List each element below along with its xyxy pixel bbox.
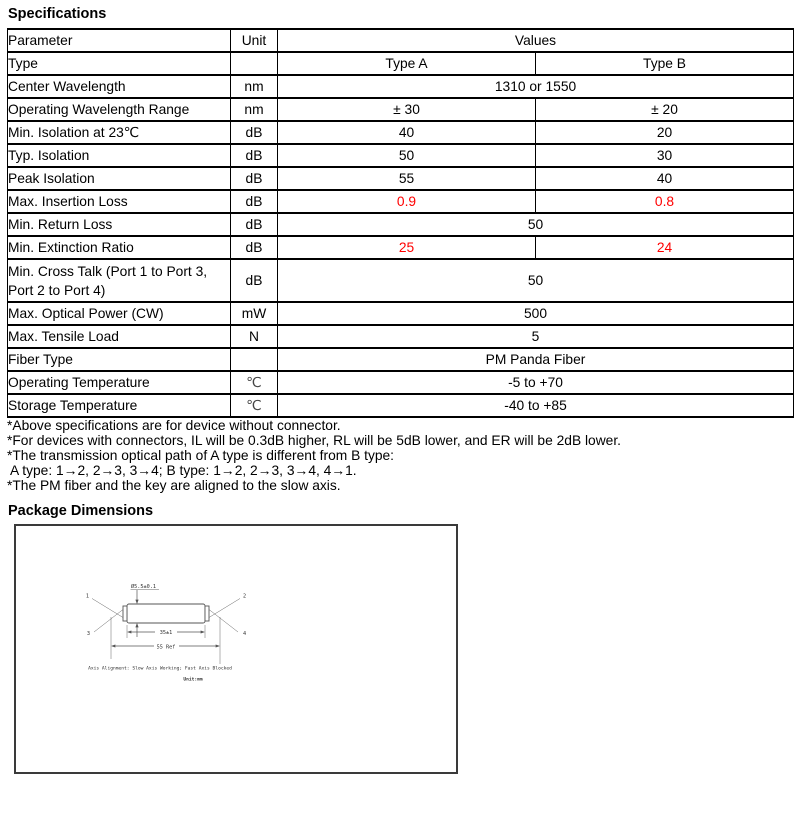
value-b-cell-red: 0.8 (536, 190, 794, 213)
param-cell: Operating Temperature (8, 371, 231, 394)
row-max-optical-power (8, 302, 794, 325)
value-b-cell: ± 20 (536, 98, 794, 121)
param-line-2: Port 2 to Port 4) (8, 282, 106, 298)
value-cell: PM Panda Fiber (278, 348, 794, 371)
value-cell: 1310 or 1550 (278, 75, 794, 98)
port-2-label: 2 (243, 593, 247, 600)
fiber-line-left-upper (92, 599, 123, 618)
cylinder-body (127, 604, 205, 623)
unit-cell: nm (231, 75, 278, 98)
footnote-no-connector: *Above specifications are for device without connector. (7, 418, 341, 433)
param-cell: Center Wavelength (8, 75, 231, 98)
value-a-cell: ± 30 (278, 98, 536, 121)
unit-cell: dB (231, 259, 278, 302)
param-cell: Operating Wavelength Range (8, 98, 231, 121)
value-cell: -5 to +70 (278, 371, 794, 394)
unit-cell: dB (231, 236, 278, 259)
row-max-insertion-loss (8, 190, 794, 213)
specifications-heading: Specifications (8, 6, 107, 22)
header-values: Values (278, 29, 794, 52)
row-center-wavelength (8, 75, 794, 98)
row-operating-temperature (8, 371, 794, 394)
row-max-tensile-load (8, 325, 794, 348)
value-b-cell: 40 (536, 167, 794, 190)
port-1-label: 1 (85, 593, 89, 600)
cylinder-cap-left (123, 606, 127, 621)
type-a-label: Type A (278, 52, 536, 75)
param-cell: Min. Extinction Ratio (8, 236, 231, 259)
row-type (8, 52, 794, 75)
axis-alignment-note: Axis Alignment: Slow Axis Working; Fast Axis Blocked (88, 666, 232, 672)
param-cell: Min. Isolation at 23℃ (8, 121, 231, 144)
type-b-label: Type B (536, 52, 794, 75)
param-cell: Max. Insertion Loss (8, 190, 231, 213)
row-min-extinction-ratio (8, 236, 794, 259)
cylinder-cap-right (205, 606, 209, 621)
package-drawing-svg (16, 526, 456, 772)
fiber-line-left-lower (94, 610, 123, 633)
unit-cell: dB (231, 121, 278, 144)
port-4-label: 4 (243, 631, 247, 637)
fiber-line-right-upper (209, 599, 240, 618)
body-length-label: 35±1 (159, 630, 173, 636)
param-cell: Typ. Isolation (8, 144, 231, 167)
value-a-cell: 50 (278, 144, 536, 167)
diameter-arrow-down (135, 600, 138, 604)
value-a-cell-red: 0.9 (278, 190, 536, 213)
row-min-isolation (8, 121, 794, 144)
package-dimensions-drawing (14, 524, 458, 774)
total-length-label: 55 Ref (156, 644, 176, 651)
param-cell: Peak Isolation (8, 167, 231, 190)
unit-cell: dB (231, 144, 278, 167)
footnotes (7, 418, 793, 493)
row-storage-temperature (8, 394, 794, 417)
row-fiber-type (8, 348, 794, 371)
header-parameter: Parameter (8, 29, 231, 52)
unit-cell: nm (231, 98, 278, 121)
row-min-return-loss (8, 213, 794, 236)
param-cell: Type (8, 52, 231, 75)
package-dimensions-heading: Package Dimensions (8, 503, 154, 519)
unit-cell: dB (231, 213, 278, 236)
header-unit: Unit (231, 29, 278, 52)
footnote-optical-path: *The transmission optical path of A type is different from B type: (7, 448, 395, 463)
param-cell: Max. Optical Power (CW) (8, 302, 231, 325)
value-cell: 50 (278, 213, 794, 236)
port-3-label: 3 (86, 631, 90, 637)
value-cell: 5 (278, 325, 794, 348)
param-cell: Storage Temperature (8, 394, 231, 417)
value-a-cell: 40 (278, 121, 536, 144)
row-typ-isolation (8, 144, 794, 167)
footnote-slow-axis: *The PM fiber and the key are aligned to the slow axis. (7, 478, 341, 493)
footnote-with-connectors: *For devices with connectors, IL will be 0.3dB higher, RL will be 5dB lower, and ER will be 2dB lower. (7, 433, 622, 448)
param-cell: Fiber Type (8, 348, 231, 371)
value-b-cell-red: 24 (536, 236, 794, 259)
total-dim-arrow-left (111, 645, 115, 648)
row-peak-isolation (8, 167, 794, 190)
body-dim-arrow-right (201, 631, 205, 634)
row-min-cross-talk (8, 259, 794, 302)
table-header-row (8, 29, 794, 52)
unit-note: Unit:mm (183, 677, 203, 683)
body-dim-arrow-left (127, 631, 131, 634)
row-operating-wavelength-range (8, 98, 794, 121)
value-cell: -40 to +85 (278, 394, 794, 417)
value-a-cell-red: 25 (278, 236, 536, 259)
param-cell (8, 259, 231, 302)
fiber-line-right-lower (209, 610, 238, 633)
param-line-1: Min. Cross Talk (Port 1 to Port 3, (8, 263, 208, 279)
diameter-dimension-label: Ø5.5±0.1 (131, 584, 156, 590)
unit-cell (231, 52, 278, 75)
value-cell: 50 (278, 259, 794, 302)
diameter-arrow-up (135, 623, 138, 627)
specifications-table (7, 28, 794, 418)
total-dim-arrow-right (216, 645, 220, 648)
unit-cell: mW (231, 302, 278, 325)
footnote-path-detail: A type: 1→2, 2→3, 3→4; B type: 1→2, 2→3, 3→4, 4→1. (10, 463, 357, 478)
unit-cell (231, 348, 278, 371)
unit-cell: dB (231, 190, 278, 213)
value-b-cell: 20 (536, 121, 794, 144)
unit-cell: N (231, 325, 278, 348)
unit-cell: dB (231, 167, 278, 190)
param-cell: Max. Tensile Load (8, 325, 231, 348)
unit-cell: ℃ (231, 394, 278, 417)
value-cell: 500 (278, 302, 794, 325)
param-cell: Min. Return Loss (8, 213, 231, 236)
unit-cell: ℃ (231, 371, 278, 394)
value-a-cell: 55 (278, 167, 536, 190)
value-b-cell: 30 (536, 144, 794, 167)
